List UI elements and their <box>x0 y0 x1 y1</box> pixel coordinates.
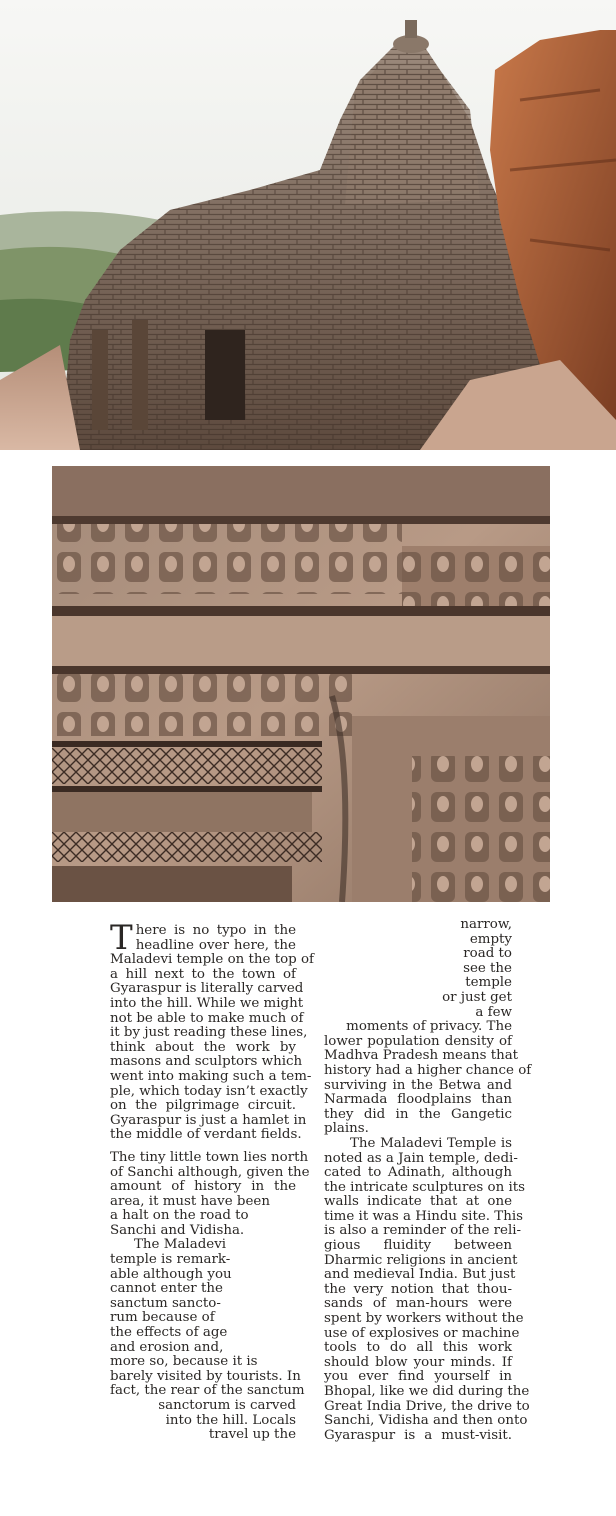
article-line: Bhopal, like we did during the <box>324 1384 530 1399</box>
article-line: rum because of <box>110 1310 215 1326</box>
temple-carvings-image <box>52 466 550 902</box>
article-line: Madhva Pradesh means that <box>324 1048 519 1064</box>
article-line: walls indicate that at one <box>324 1194 512 1210</box>
article-line: into the hill. While we might <box>110 995 304 1011</box>
article-line: lower population density of <box>324 1033 512 1049</box>
article-line: cannot enter the <box>110 1281 223 1297</box>
article-line: use of explosives or machine <box>324 1325 520 1341</box>
temple-hill-photo <box>0 0 616 450</box>
article-line: the very notion that thou- <box>324 1281 512 1297</box>
article-line: temple is remark- <box>110 1252 231 1268</box>
article-line: narrow, <box>460 917 512 932</box>
article-line: Gyaraspur is a must-visit. <box>324 1427 512 1443</box>
article-line: surviving in the Betwa and <box>324 1077 512 1093</box>
article-line: amount of history in the <box>110 1179 296 1195</box>
article-line: empty <box>469 931 512 947</box>
article-line: spent by workers without the <box>324 1311 524 1327</box>
article-line: here is no typo in the <box>135 923 296 938</box>
article-line: you ever find yourself in <box>324 1369 512 1385</box>
article-line: on the pilgrimage circuit. <box>110 1098 296 1114</box>
article-line: plains. <box>324 1121 369 1137</box>
article-line: The Maladevi Temple is <box>350 1135 512 1151</box>
article-line: or just get <box>442 989 512 1005</box>
article-line: Sanchi and Vidisha. <box>110 1222 245 1238</box>
article-line: Gyaraspur is literally carved <box>110 981 304 997</box>
article-line: sanctum sancto- <box>110 1295 221 1311</box>
article-column-left <box>110 918 315 1443</box>
article-line: it by just reading these lines, <box>110 1025 308 1041</box>
article-line: temple <box>465 975 512 991</box>
article-line: a few <box>475 1004 512 1020</box>
article-line: travel up the <box>208 1427 296 1443</box>
article-line: went into making such a tem- <box>110 1068 312 1084</box>
article-column-right <box>324 917 532 1443</box>
article-line: Dharmic religions in ancient <box>324 1252 518 1268</box>
article-line: Sanchi, Vidisha and then onto <box>324 1413 528 1429</box>
article-line: and erosion and, <box>110 1339 224 1355</box>
article-line: Narmada floodplains than <box>324 1092 512 1108</box>
article-line: cated to Adinath, although <box>324 1165 512 1181</box>
article-line: Gyaraspur is just a hamlet in <box>110 1112 307 1128</box>
article-line: a halt on the road to <box>110 1208 249 1224</box>
article-line: sanctorum is carved <box>158 1398 296 1413</box>
article-line: they did in the Gangetic <box>324 1106 512 1122</box>
article-line: moments of privacy. The <box>346 1019 512 1035</box>
article-line: into the hill. Locals <box>165 1412 296 1428</box>
article-line: see the <box>463 960 512 976</box>
article-line: ple, which today isn’t exactly <box>110 1083 308 1099</box>
article-line: a hill next to the town of <box>110 966 296 982</box>
article-line: The tiny little town lies north <box>110 1149 309 1165</box>
article-line: time it was a Hindu site. This <box>324 1208 523 1224</box>
article-line: The Maladevi <box>134 1237 227 1253</box>
article-line: gious fluidity between <box>324 1238 512 1254</box>
article-line: the middle of verdant fields. <box>110 1127 302 1143</box>
article-line: sands of man-hours were <box>324 1296 512 1312</box>
article-line: is also a reminder of the reli- <box>324 1223 522 1239</box>
article-line: masons and sculptors which <box>110 1054 303 1070</box>
article-line: able although you <box>110 1266 232 1282</box>
drop-cap: T <box>110 918 133 958</box>
article-line: not be able to make much of <box>110 1010 304 1026</box>
temple-carvings-photo <box>52 466 550 902</box>
article-line: area, it must have been <box>110 1193 270 1209</box>
article-line: more so, because it is <box>110 1354 258 1370</box>
article-line: Maladevi temple on the top of <box>110 952 315 968</box>
article-line: fact, the rear of the sanctum <box>110 1383 305 1399</box>
article-line: the effects of age <box>110 1325 228 1341</box>
article-line: barely visited by tourists. In <box>110 1368 301 1384</box>
article-line: Great India Drive, the drive to <box>324 1398 530 1414</box>
article-line: think about the work by <box>110 1039 296 1055</box>
article-line: should blow your minds. If <box>324 1354 512 1370</box>
article-line: history had a higher chance of <box>324 1062 532 1078</box>
article-line: headline over here, the <box>135 937 296 953</box>
article-line: tools to do all this work <box>324 1340 512 1356</box>
article-line: of Sanchi although, given the <box>110 1164 310 1180</box>
article-line: road to <box>463 946 512 962</box>
article-line: and medieval India. But just <box>324 1267 516 1283</box>
temple-hill-image <box>0 0 616 450</box>
article-line: noted as a Jain temple, dedi- <box>324 1150 518 1166</box>
article-line: the intricate sculptures on its <box>324 1179 525 1195</box>
